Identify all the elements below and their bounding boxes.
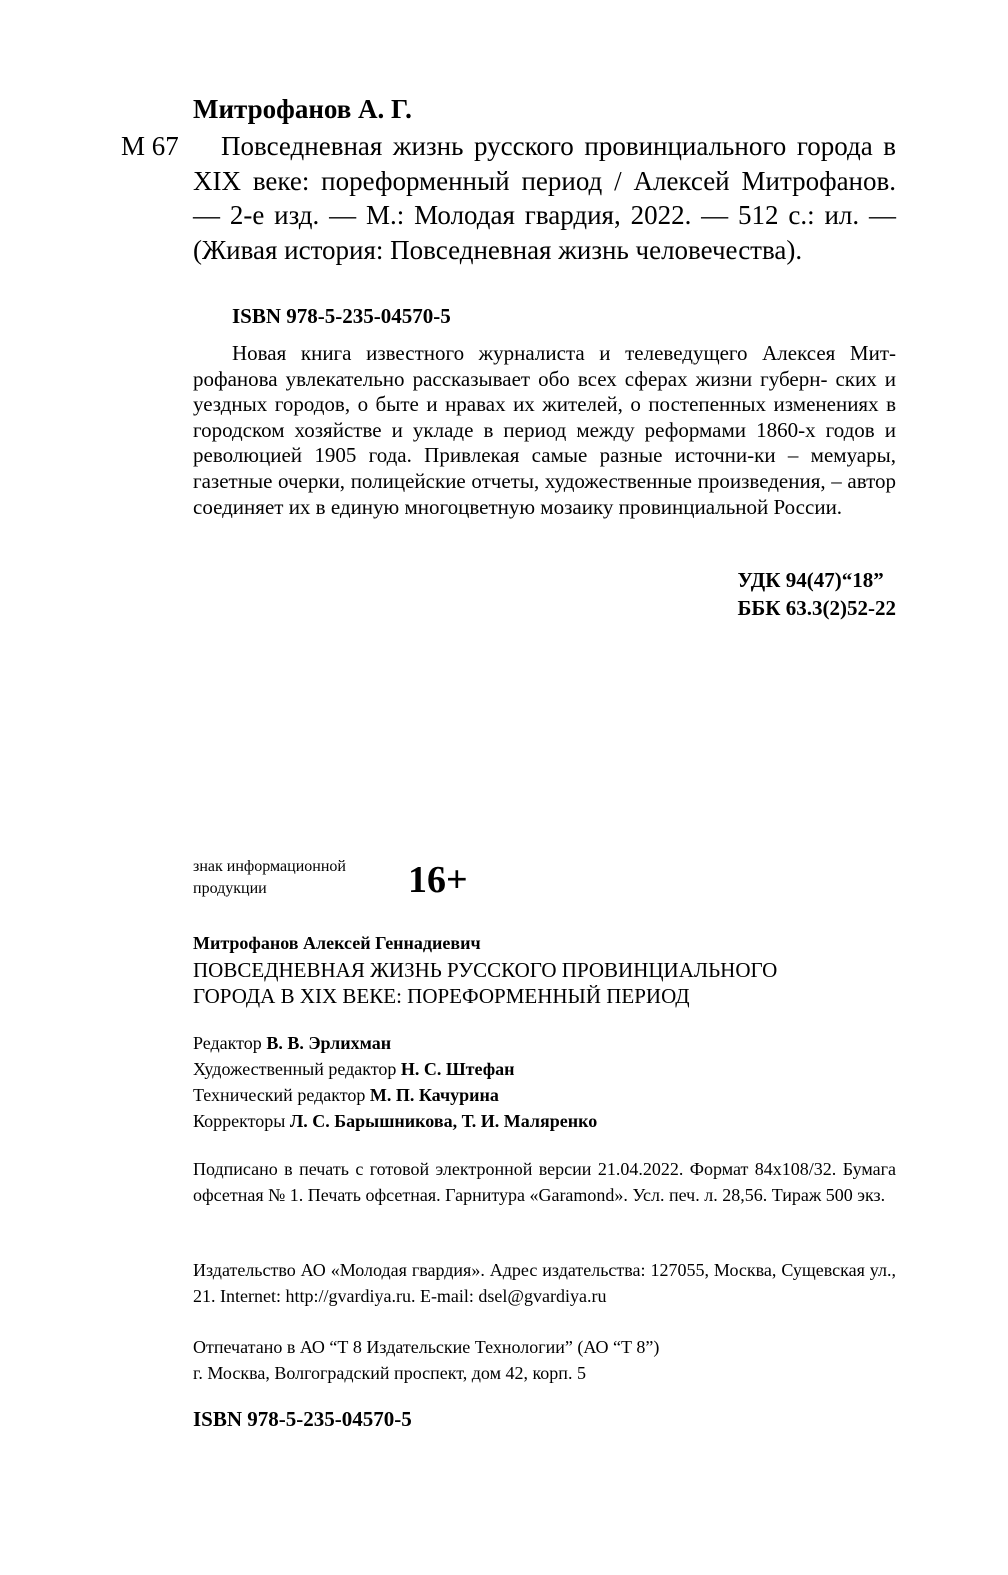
staff-row: Художественный редактор Н. С. Штефан <box>193 1059 515 1079</box>
staff-row: Корректоры Л. С. Барышникова, Т. И. Маляренко <box>193 1111 598 1131</box>
annotation-line: рофанова увлекательно рассказывает обо всех сферах жизни губерн- <box>193 366 828 391</box>
call-mark: М 67 <box>121 131 179 161</box>
bib-line: города в XIX веке: пореформенный период / Алексей <box>193 131 897 196</box>
publisher-line: Издательство АО «Молодая гвардия». Адрес издательства: 127055, Москва, <box>193 1260 777 1280</box>
bbk-code: ББК 63.3(2)52-22 <box>737 596 896 620</box>
annotation-line: ских и уездных городов, о быте и нравах их жителей, о постепенных <box>193 366 897 417</box>
author-full-name: Митрофанов Алексей Геннадиевич <box>193 933 481 953</box>
editorial-staff <box>193 1030 597 1134</box>
isbn-bottom: ISBN 978-5-235-04570-5 <box>193 1407 412 1431</box>
bibliographic-entry <box>193 129 896 267</box>
classification-codes <box>738 566 896 622</box>
bib-line: Повседневная жизнь русского провинциального <box>221 131 787 161</box>
book-title <box>193 957 777 1009</box>
staff-row: Технический редактор М. П. Качурина <box>193 1085 499 1105</box>
staff-row: Редактор В. В. Эрлихман <box>193 1033 392 1053</box>
publisher-line: Сущевская ул., 21. Internet: http://gvardiya.ru. E-mail: dsel@gvardiya.ru <box>193 1260 896 1306</box>
printer-line: г. Москва, Волгоградский проспект, дом 42, корп. 5 <box>193 1362 586 1383</box>
udk-code: УДК 94(47)“18” <box>737 568 884 592</box>
print-line: Подписано в печать с готовой электронной версии 21.04.2022. Формат <box>193 1159 749 1179</box>
print-info <box>193 1157 896 1208</box>
annotation-line: произведения, – автор соединяет их в единую многоцветную мозаику <box>193 468 897 519</box>
annotation-line: изменениях в городском хозяйстве и укладе в период между реформами <box>193 392 896 442</box>
print-line: Усл. печ. л. 28,56. Тираж 500 экз. <box>632 1184 886 1205</box>
bib-line: жизнь человечества). <box>558 234 803 265</box>
annotation-line: Новая книга известного журналиста и телеведущего Алексея Мит- <box>232 341 896 365</box>
annotation <box>193 341 896 520</box>
age-rating-caption: знак информационной продукции <box>193 858 346 897</box>
printer-line: Отпечатано в АО “Т 8 Издательские Технологии” (АО “Т 8”) <box>193 1337 660 1357</box>
printer-info <box>193 1335 659 1386</box>
print-line: 84x108/32. Бумага офсетная № 1. Печать офсетная. Гарнитура «Garamond». <box>193 1159 896 1205</box>
publisher-info <box>193 1258 896 1309</box>
title-line: ГОРОДА В XIX ВЕКЕ: ПОРЕФОРМЕННЫЙ ПЕРИОД <box>193 984 690 1008</box>
bib-line: 2022. — 512 с.: ил. — (Живая история: Повседневная <box>193 200 896 265</box>
author-heading: Митрофанов А. Г. <box>193 94 412 124</box>
annotation-line: ки – мемуары, газетные очерки, полицейские отчеты, художественные <box>193 443 896 493</box>
age-rating-mark: 16+ <box>408 859 468 901</box>
annotation-line: 1860-х годов и революцией 1905 года. Привлекая самые разные источни- <box>193 417 896 468</box>
bib-line: Митрофанов. — 2-е изд. — М.: Молодая гвардия, <box>193 165 896 230</box>
title-line: ПОВСЕДНЕВНАЯ ЖИЗНЬ РУССКОГО ПРОВИНЦИАЛЬНОГО <box>193 958 778 982</box>
annotation-line: провинциальной России. <box>618 494 843 519</box>
isbn-top: ISBN 978-5-235-04570-5 <box>232 304 451 328</box>
